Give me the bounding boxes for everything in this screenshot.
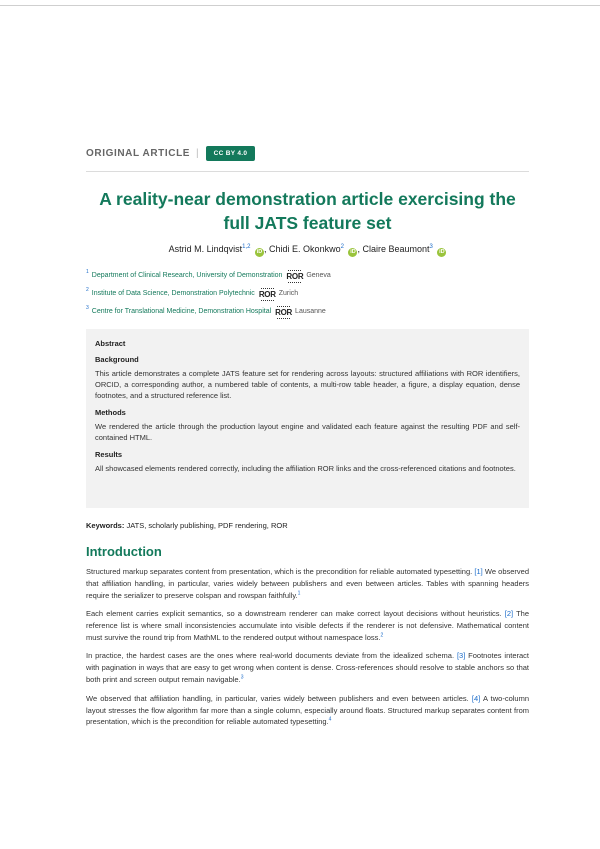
body-paragraph <box>86 566 529 602</box>
affiliation-number: 1 <box>86 269 89 275</box>
author-name[interactable]: Chidi E. Okonkwo <box>269 244 341 254</box>
affiliation-item <box>86 286 529 301</box>
paragraph-text: Each element carries explicit semantics, so a downstream renderer can make correct layout decisions without heuristics. <box>86 609 505 619</box>
affiliation-item <box>86 268 529 283</box>
abstract-section-text: All showcased elements rendered correctly, including the affiliation ROR links and the cross-referenced citations and footnotes. <box>95 464 516 473</box>
keywords-text: JATS, scholarly publishing, PDF rendering, ROR <box>126 521 288 530</box>
keywords-label: Keywords: <box>86 521 125 530</box>
paragraph-text: We observed that affiliation handling, in particular, varies widely between publishers and even between articles. <box>86 693 472 703</box>
author-separator: , <box>357 244 363 254</box>
citation-link[interactable]: [2] <box>504 609 514 619</box>
affiliation-number: 2 <box>86 287 89 293</box>
ror-icon[interactable]: ROR <box>258 290 276 299</box>
affiliation-list <box>86 268 529 322</box>
body-paragraph <box>86 608 529 644</box>
paragraph-text: In practice, the hardest cases are the ones where real-world documents deviate from the idealized schema. <box>86 651 457 661</box>
article-meta-row <box>86 143 529 163</box>
paragraph-text: The reference list is where small inconsistencies accumulate into visible defects if the renderer is not defensive. Mathematical content must survive the round trip from MathML to the rendered output without namespace loss. <box>86 609 530 643</box>
paragraph-text: Footnotes interact with pagination in ways that are easy to get wrong when content is dense. Cross-references should resolve to stable anchors so that both print and screen output remain navigable. <box>86 651 530 685</box>
header-rule <box>86 171 529 172</box>
meta-separator: | <box>196 147 199 159</box>
author-list <box>86 244 529 257</box>
section-heading-introduction: Introduction <box>86 544 162 559</box>
affiliation-number: 3 <box>86 305 89 311</box>
abstract-box <box>86 329 529 508</box>
author-affil-ref[interactable]: 1,2 <box>242 244 251 250</box>
body-paragraph <box>86 693 529 729</box>
affiliation-link[interactable]: Institute of Data Science, Demonstration Polytechnic <box>91 290 255 297</box>
abstract-section-heading: Background <box>95 355 139 364</box>
paragraph-text: We observed that affiliation handling, in particular, varies widely between publishers and even between articles. Tables with spanning headers require the serializer to preserve colspan and rowspan faithfully. <box>86 567 530 600</box>
abstract-section-text: This article demonstrates a complete JATS feature set for rendering across layouts: structured affiliations with ROR identifiers, ORCID, a corresponding author, a numbered table of contents, a multi-row table header, a figure, a display equation, dense footnotes, and a structured reference list. <box>95 369 520 400</box>
orcid-icon[interactable]: iD <box>256 249 263 255</box>
abstract-section-heading: Methods <box>95 408 126 417</box>
ror-icon[interactable]: ROR <box>286 272 304 281</box>
footnote-ref[interactable]: 1 <box>297 590 301 597</box>
license-badge[interactable]: CC BY 4.0 <box>206 146 256 161</box>
footnote-ref[interactable]: 3 <box>240 674 244 681</box>
affiliation-item <box>86 304 529 319</box>
keywords-line <box>86 521 288 530</box>
citation-link[interactable]: [4] <box>471 693 481 703</box>
author-affil-ref[interactable]: 3 <box>429 244 433 250</box>
article-type-label: ORIGINAL ARTICLE <box>86 147 191 159</box>
affiliation-city: Geneva <box>306 272 331 279</box>
author-separator: , <box>264 244 270 254</box>
paragraph-text: A two-column layout stresses the flow algorithm far more than a single column, especially around floats. Structured markup separates content from presentation, which is the precondition for reliable automated typesetting. <box>86 693 529 727</box>
affiliation-link[interactable]: Centre for Translational Medicine, Demonstration Hospital <box>91 308 272 315</box>
citation-link[interactable]: [3] <box>456 651 466 661</box>
abstract-title: Abstract <box>95 339 126 348</box>
author-name[interactable]: Astrid M. Lindqvist <box>168 244 243 254</box>
paragraph-text: Structured markup separates content from presentation, which is the precondition for reliable automated typesetting. <box>86 567 475 576</box>
introduction-body <box>86 566 529 735</box>
footnote-ref[interactable]: 4 <box>328 716 332 723</box>
affiliation-link[interactable]: Department of Clinical Research, University of Demonstration <box>91 272 283 279</box>
abstract-section-heading: Results <box>95 450 123 459</box>
article-title: A reality-near demonstration article exercising the full JATS feature set <box>99 189 516 233</box>
orcid-icon[interactable]: iD <box>350 249 356 255</box>
abstract-section-text: We rendered the article through the production layout engine and validated each feature against the resulting PDF and self-contained HTML. <box>95 422 520 442</box>
citation-link[interactable]: [1] <box>474 567 483 576</box>
affiliation-city: Zurich <box>278 290 299 297</box>
ror-icon[interactable]: ROR <box>275 308 293 317</box>
author-name[interactable]: Claire Beaumont <box>362 244 430 254</box>
affiliation-city: Lausanne <box>295 308 326 315</box>
orcid-icon[interactable]: iD <box>439 249 445 255</box>
body-paragraph <box>86 650 529 686</box>
footnote-ref[interactable]: 2 <box>380 632 384 639</box>
author-affil-ref[interactable]: 2 <box>340 244 344 250</box>
top-border-line <box>0 5 600 6</box>
